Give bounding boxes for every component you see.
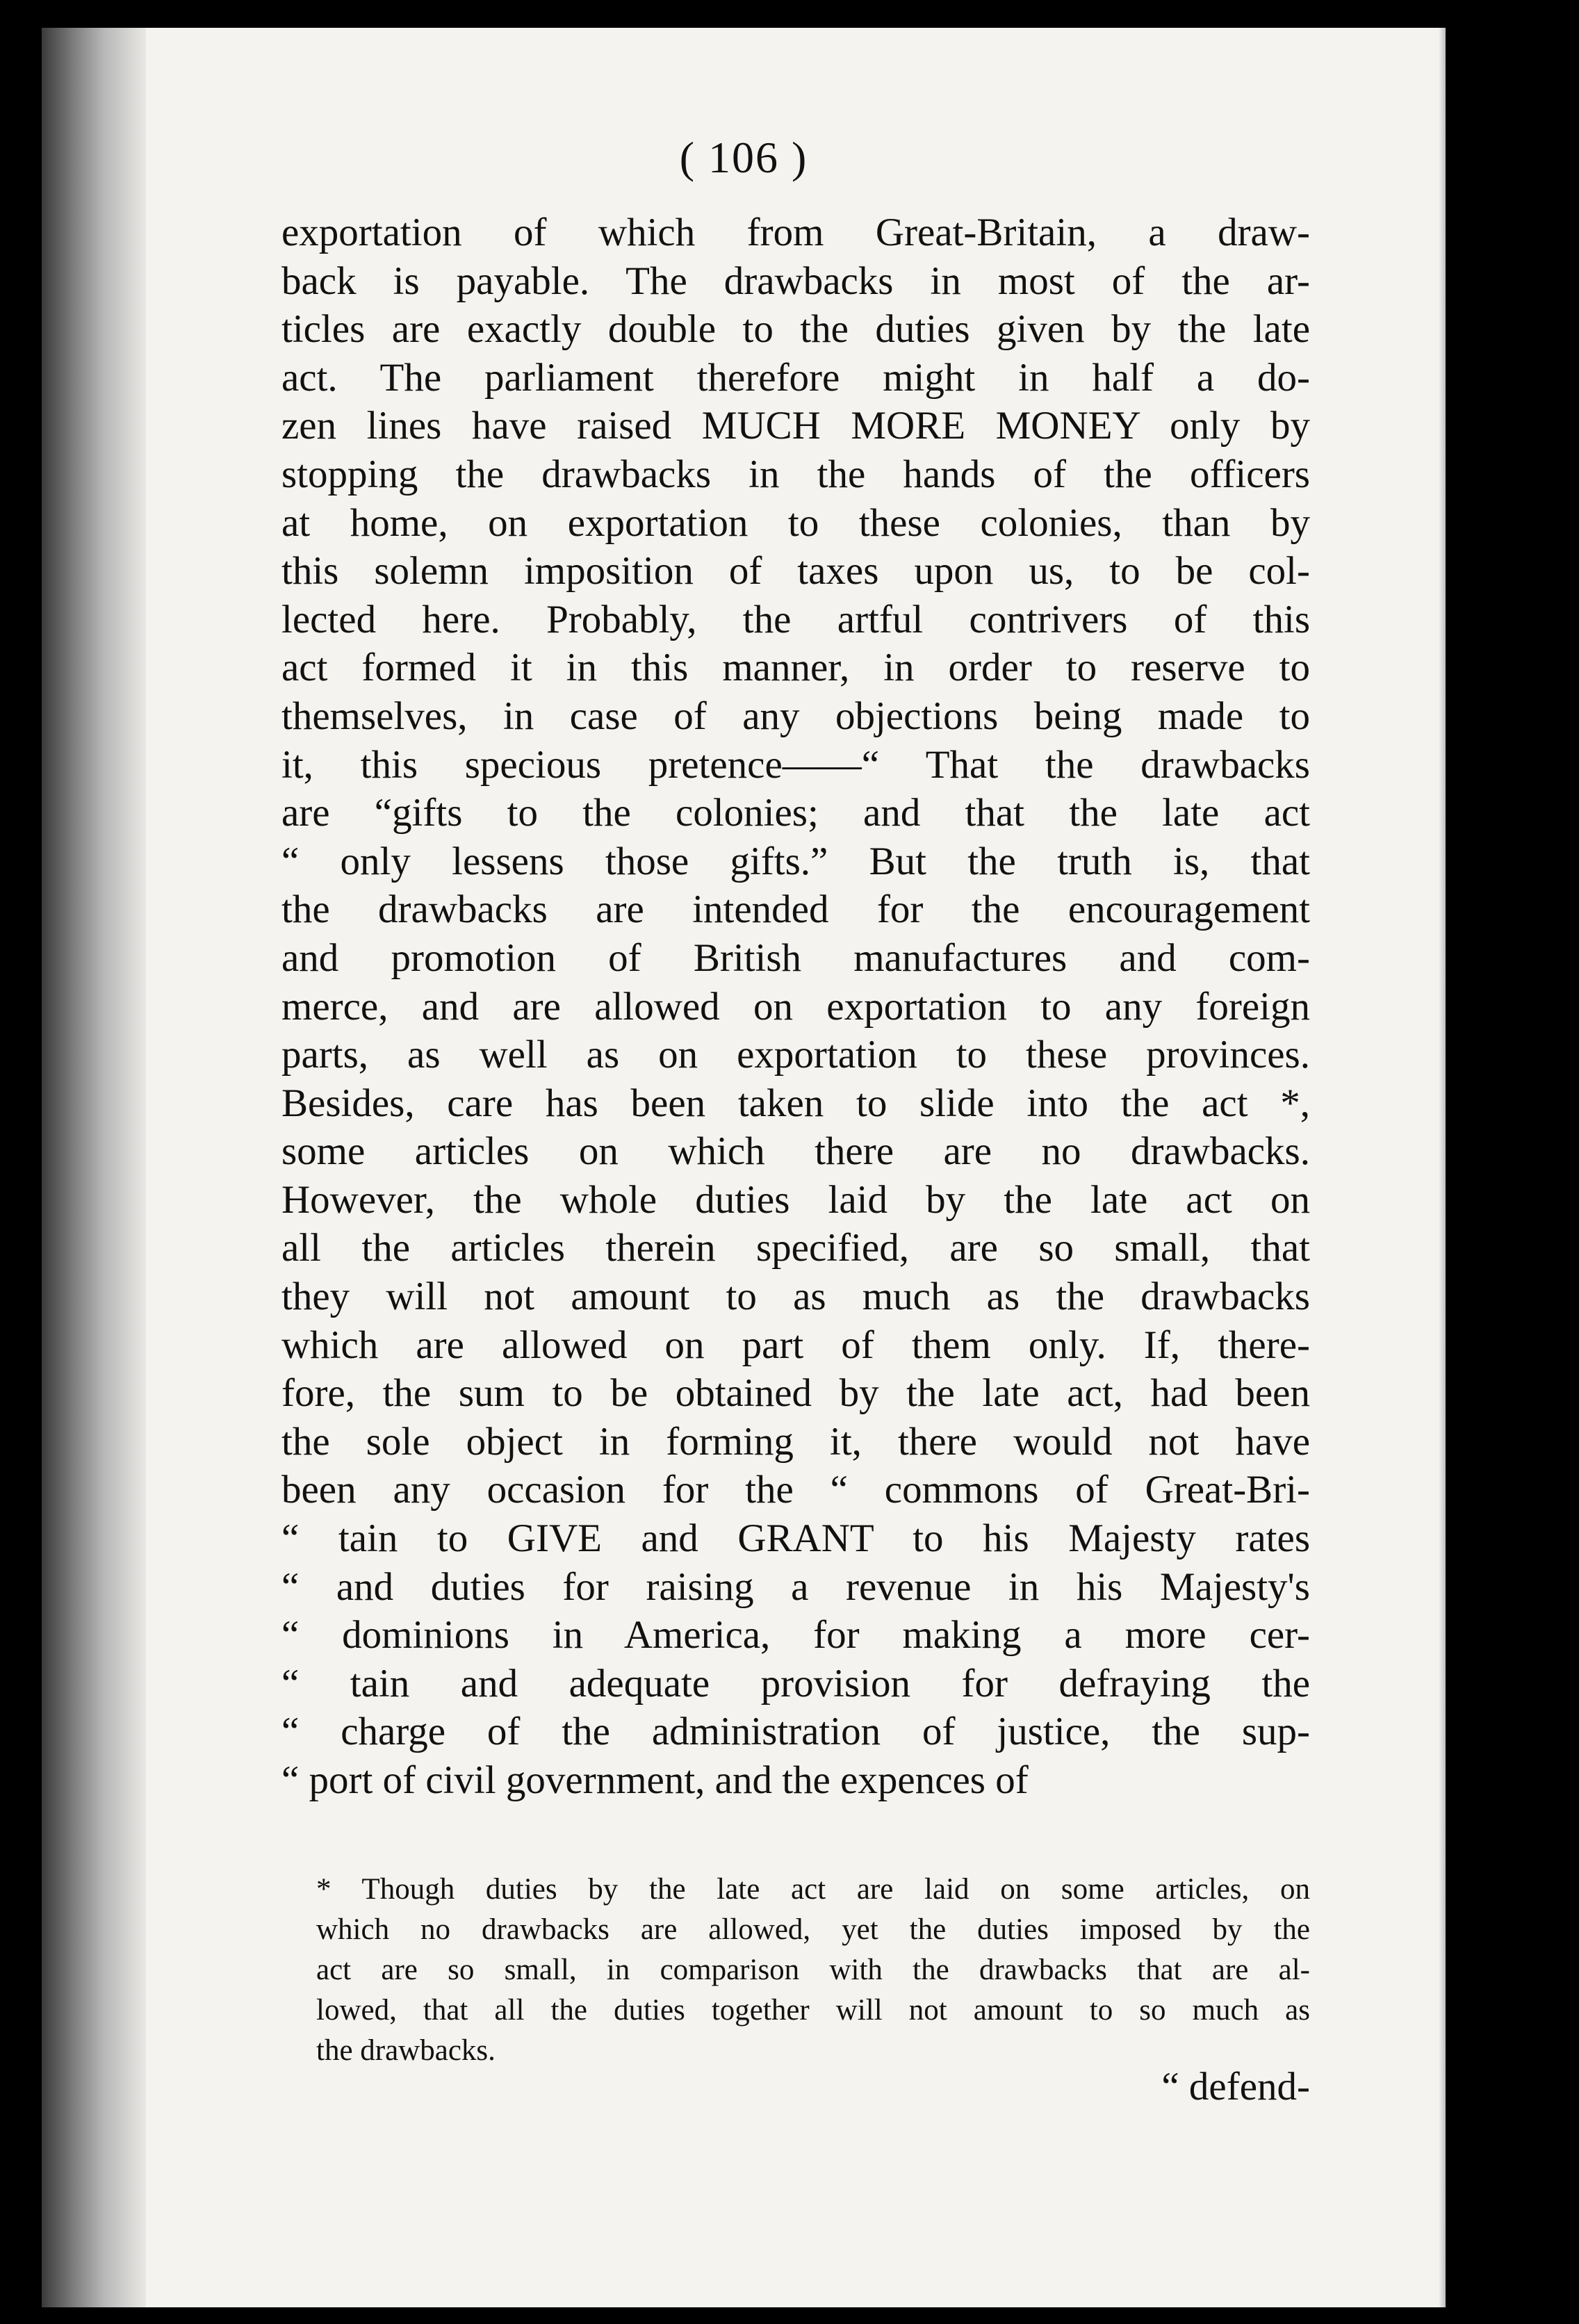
body-line: the drawbacks are intended for the encouragement [281, 887, 1310, 932]
footnote-line: act are so small, in comparison with the drawbacks that are al- [316, 1954, 1310, 1986]
body-line: “ charge of the administration of justice, the sup- [281, 1710, 1310, 1754]
body-line: fore, the sum to be obtained by the late act, had been [281, 1371, 1310, 1416]
page-number: ( 106 ) [679, 133, 808, 182]
body-line: zen lines have raised MUCH MORE MONEY only by [281, 404, 1310, 448]
footnote-line: lowed, that all the duties together will not amount to so much as [316, 1994, 1310, 2027]
body-line: act. The parliament therefore might in half a do- [281, 355, 1310, 400]
page-gutter-shadow [42, 28, 146, 2307]
body-line: back is payable. The drawbacks in most of the ar- [281, 259, 1310, 303]
body-line: However, the whole duties laid by the late act on [281, 1177, 1310, 1222]
body-line: Besides, care has been taken to slide into the act *, [281, 1081, 1310, 1125]
body-line: it, this specious pretence——“ That the drawbacks [281, 742, 1310, 787]
body-line: they will not amount to as much as the drawbacks [281, 1275, 1310, 1319]
body-line: “ port of civil government, and the expences of [281, 1758, 1029, 1802]
body-line: act formed it in this manner, in order to reserve to [281, 646, 1310, 690]
body-line: this solemn imposition of taxes upon us, to be col- [281, 549, 1310, 594]
body-line: “ only lessens those gifts.” But the truth is, that [281, 839, 1310, 883]
body-line: some articles on which there are no drawbacks. [281, 1129, 1310, 1174]
body-line: are “gifts to the colonies; and that the late act [281, 791, 1310, 835]
footnote [316, 1869, 1310, 2071]
body-line: “ tain and adequate provision for defraying the [281, 1661, 1310, 1705]
footnote-line: the drawbacks. [316, 2034, 496, 2067]
body-line: “ dominions in America, for making a more cer- [281, 1613, 1310, 1658]
body-line: merce, and are allowed on exportation to any foreign [281, 984, 1310, 1029]
body-line: the sole object in forming it, there would not have [281, 1419, 1310, 1464]
body-line: “ and duties for raising a revenue in his Majesty's [281, 1564, 1310, 1609]
catchword: “ defend- [1161, 2065, 1310, 2109]
body-line: themselves, in case of any objections being made to [281, 694, 1310, 738]
body-line: ticles are exactly double to the duties given by the late [281, 307, 1310, 352]
body-line: all the articles therein specified, are so small, that [281, 1226, 1310, 1270]
body-line: parts, as well as on exportation to these provinces. [281, 1033, 1310, 1077]
book-page [42, 28, 1446, 2307]
page-edge [1439, 28, 1446, 2307]
body-line: stopping the drawbacks in the hands of the officers [281, 452, 1310, 496]
body-line: at home, on exportation to these colonies, than by [281, 500, 1310, 545]
footnote-line: which no drawbacks are allowed, yet the duties imposed by the [316, 1913, 1310, 1946]
footnote-line: * Though duties by the late act are laid on some articles, on [316, 1873, 1310, 1906]
body-text [281, 208, 1310, 1805]
body-line: lected here. Probably, the artful contrivers of this [281, 597, 1310, 641]
body-line: “ tain to GIVE and GRANT to his Majesty rates [281, 1516, 1310, 1561]
body-line: exportation of which from Great-Britain, a draw- [281, 211, 1310, 254]
body-line: and promotion of British manufactures and com- [281, 935, 1310, 980]
body-line: been any occasion for the “ commons of Great-Bri- [281, 1468, 1310, 1512]
body-line: which are allowed on part of them only. If, there- [281, 1323, 1310, 1367]
